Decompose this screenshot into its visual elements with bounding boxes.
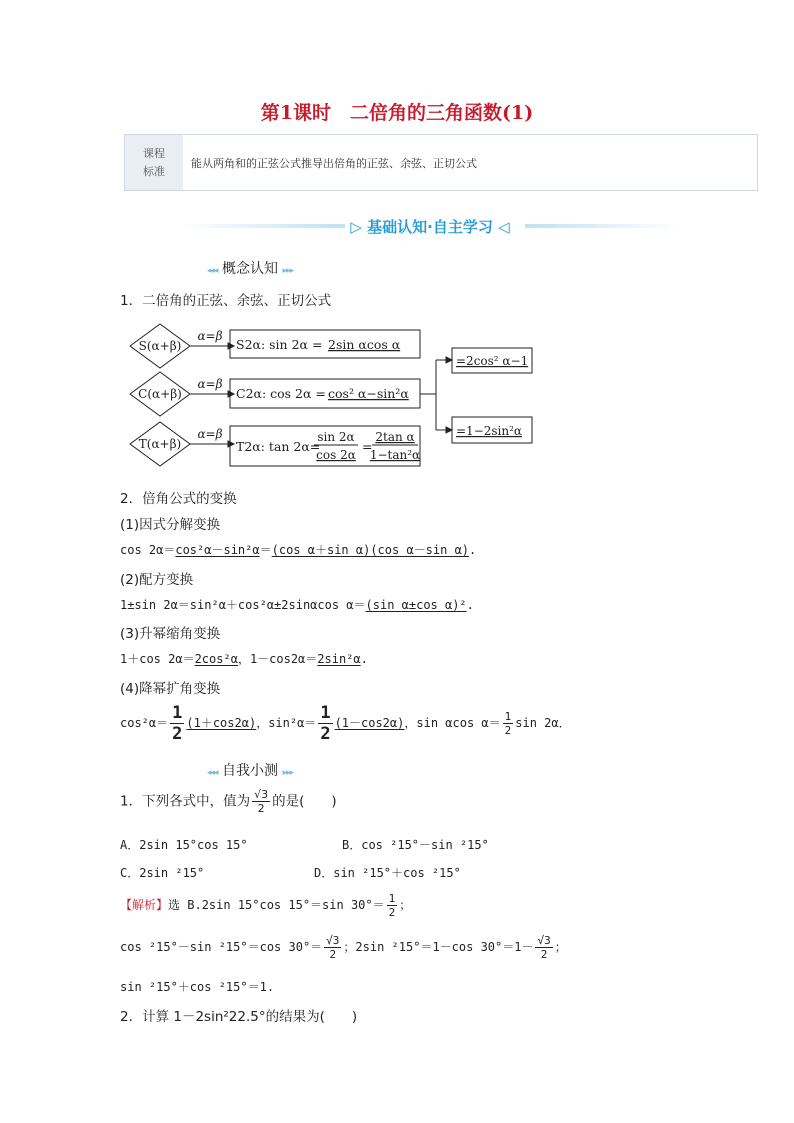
q1-fraction: $\frac{√3}{2}$	[254, 788, 269, 815]
half-fraction-3: $\frac{1}{2}$	[504, 710, 512, 737]
question-1	[120, 788, 337, 815]
cond-c: α=β	[197, 377, 223, 391]
f1-end: .	[469, 543, 477, 557]
s-node-label: S(α+β)	[138, 339, 182, 353]
option-b: B．cos ²15°－sin ²15°	[342, 838, 489, 852]
t-node-label: T(α+β)	[138, 437, 182, 451]
line2-b: ；2sin ²15°＝1－cos 30°＝1－	[343, 940, 534, 954]
course-standard-label	[125, 135, 183, 190]
formula-1	[120, 541, 476, 558]
f3-end: .	[360, 652, 368, 666]
q1-post: 的是( )	[272, 793, 337, 810]
s-box-answer: 2sin αcos α	[328, 337, 401, 352]
banner-text: ▷ 基础认知·自主学习 ◁	[350, 218, 510, 236]
left-arrows-icon: ◂◂◂	[207, 768, 218, 778]
right-arrows-icon: ▸▸▸	[282, 266, 294, 276]
section-banner	[180, 213, 680, 239]
line2-end: ；	[554, 940, 567, 954]
f4-p6: sin 2α．	[515, 716, 571, 730]
sqrt3-over-2-fraction-2: $\frac{√3}{2}$	[537, 934, 551, 961]
option-c: C．2sin ²15°	[120, 866, 205, 880]
analysis-text: 选 B.2sin 15°cos 15°＝sin 30°＝	[168, 898, 385, 912]
option-a: A．2sin 15°cos 15°	[120, 838, 248, 852]
sub-2: (2)配方变换	[120, 572, 194, 588]
analysis-line-1	[120, 892, 411, 919]
label-line-1: 课程	[143, 146, 165, 160]
analysis-fraction: $\frac{1}{2}$	[388, 892, 396, 919]
t-box-prefix: T2α: tan 2α=	[236, 439, 321, 454]
t-frac2-den: 1−tan²α	[369, 448, 421, 462]
concept-heading	[207, 258, 293, 278]
line2-a: cos ²15°－sin ²15°＝cos 30°＝	[120, 940, 323, 954]
c-alt-1: =2cos² α−1	[456, 354, 529, 368]
formula-4	[120, 703, 571, 744]
item-2: 2．倍角公式的变换	[120, 491, 237, 507]
double-angle-diagram	[120, 318, 540, 474]
option-d: D．sin ²15°＋cos ²15°	[314, 866, 461, 880]
q1-pre: 1．下列各式中，值为	[120, 793, 251, 810]
analysis-tag: 【解析】	[120, 898, 169, 912]
half-fraction-2: $\frac{1}{2}$	[320, 703, 331, 744]
page-title: 第1课时 二倍角的三角函数(1)	[260, 102, 534, 124]
right-arrows-icon: ▸▸▸	[282, 768, 294, 778]
t-frac1-den: cos 2α	[316, 448, 356, 462]
t-frac2-num: 2tan α	[375, 430, 415, 444]
sub-1: (1)因式分解变换	[120, 517, 221, 533]
t-frac1-num: sin 2α	[317, 430, 355, 444]
f2-lhs: 1±sin 2α＝sin²α＋cos²α±2sinαcos α＝	[120, 598, 366, 612]
f1-eq: ＝	[259, 543, 272, 557]
analysis-line-2	[120, 934, 567, 961]
f3-answer-a: 2cos²α	[194, 652, 238, 666]
analysis-end: ；	[399, 898, 412, 912]
sqrt3-over-2-fraction: $\frac{√3}{2}$	[326, 934, 340, 961]
question-2: 2．计算 1－2sin²22.5°的结果为( )	[120, 1009, 358, 1025]
analysis-line-3: sin ²15°＋cos ²15°＝1.	[120, 980, 275, 994]
half-fraction: $\frac{1}{2}$	[172, 703, 183, 744]
s-box-prefix: S2α: sin 2α =	[236, 337, 323, 352]
cond-s: α=β	[197, 329, 223, 343]
f1-lhs: cos 2α＝	[120, 543, 176, 557]
c-box-answer: cos² α−sin²α	[328, 386, 409, 401]
f2-end: .	[466, 598, 474, 612]
formula-3	[120, 650, 368, 667]
course-standard-box	[124, 134, 758, 191]
sub-4: (4)降幂扩角变换	[120, 681, 221, 697]
self-test-heading-label: 自我小测	[222, 763, 279, 779]
f3-answer-b: 2sin²α	[317, 652, 361, 666]
concept-heading-label: 概念认知	[222, 261, 279, 277]
t-eq: =	[362, 439, 373, 454]
cond-t: α=β	[197, 427, 223, 441]
f2-answer: (sin α±cos α)²	[365, 598, 467, 612]
label-line-2: 标准	[143, 164, 165, 178]
f4-p3: ，sin²α＝	[256, 716, 317, 730]
self-test-heading	[207, 760, 293, 780]
course-standard-text: 能从两角和的正弦公式推导出倍角的正弦、余弦、正切公式	[191, 157, 477, 170]
f4-p1: cos²α＝	[120, 716, 169, 730]
left-arrows-icon: ◂◂◂	[207, 266, 218, 276]
c-node-label: C(α+β)	[138, 387, 182, 401]
c-alt-2: =1−2sin²α	[456, 424, 523, 438]
f4-p4: (1－cos2α)	[334, 716, 405, 730]
f3-mid: ，1－cos2α＝	[237, 652, 318, 666]
f3-lhs: 1＋cos 2α＝	[120, 652, 195, 666]
f4-p5: ，sin αcos α＝	[404, 716, 501, 730]
f1-answer-a: cos²α－sin²α	[175, 543, 260, 557]
c-box-prefix: C2α: cos 2α =	[236, 386, 326, 401]
sub-3: (3)升幂缩角变换	[120, 626, 221, 642]
formula-2	[120, 596, 474, 613]
f1-answer-b: (cos α＋sin α)(cos α－sin α)	[271, 543, 470, 557]
f4-p2: (1＋cos2α)	[186, 716, 257, 730]
item-1: 1．二倍角的正弦、余弦、正切公式	[120, 293, 332, 309]
